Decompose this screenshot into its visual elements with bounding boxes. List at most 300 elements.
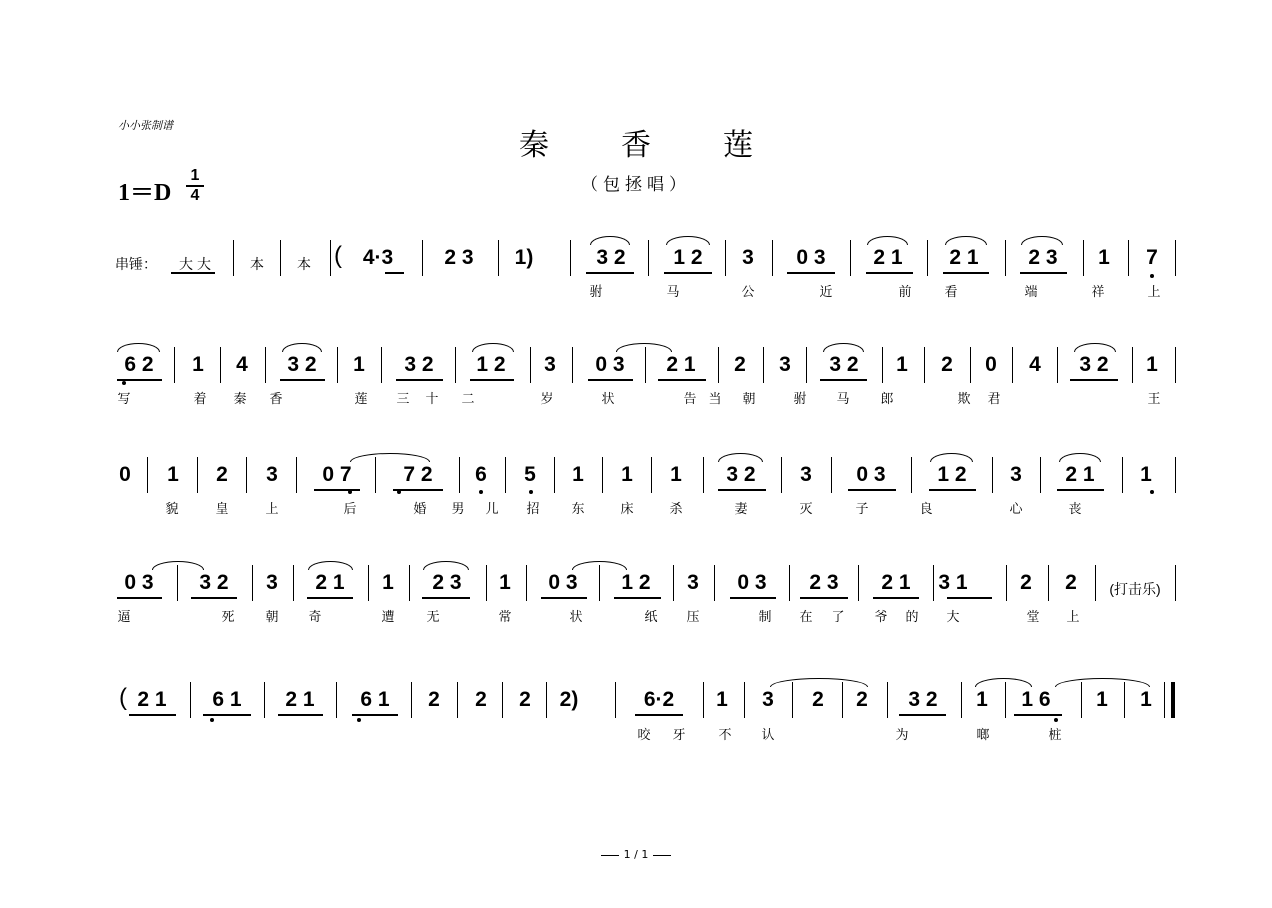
lyric-syllable: 君 — [987, 392, 1001, 407]
bar-line — [1048, 565, 1049, 601]
lyric-syllable: 死 — [221, 610, 235, 625]
bar-line — [455, 347, 456, 383]
bar-line — [599, 565, 600, 601]
beam-underline — [718, 489, 766, 491]
bar-line — [831, 457, 832, 493]
score-note-group: 大 大 — [179, 256, 211, 272]
score-note-group: 2 3 — [444, 246, 474, 269]
bar-line — [381, 347, 382, 383]
score-note-group: 1 6 — [1021, 688, 1051, 711]
bar-line — [546, 682, 547, 718]
score-note-group: 3 2 — [908, 688, 938, 711]
page-rule-left — [601, 855, 619, 856]
octave-dot-below — [479, 490, 483, 494]
score-note-group: 0 — [985, 353, 997, 376]
score-note-group: 3 2 — [596, 246, 626, 269]
score-note-group: 2 1 — [285, 688, 315, 711]
bar-line — [330, 240, 331, 276]
score-note-group: 6 1 — [212, 688, 242, 711]
lyric-syllable: 驸 — [589, 285, 603, 300]
lyric-syllable: 二 — [461, 392, 475, 407]
slur-arc — [117, 343, 160, 352]
octave-dot-below — [1150, 490, 1154, 494]
lyric-syllable: 遭 — [381, 610, 395, 625]
lyric-syllable: 三 — [396, 392, 410, 407]
octave-dot-below — [1054, 718, 1058, 722]
octave-dot-below — [529, 490, 533, 494]
score-note-group: 2 1 — [881, 571, 911, 594]
beam-underline — [314, 489, 360, 491]
beam-underline — [929, 489, 976, 491]
beam-underline — [278, 714, 323, 716]
score-note-group: ( — [334, 242, 342, 269]
score-note-group: 2 1 — [949, 246, 979, 269]
lyric-syllable: 子 — [855, 502, 869, 517]
score-note-group: 1 — [1140, 463, 1152, 486]
score-note-group: 1 — [572, 463, 584, 486]
score-note-group: 6 — [475, 463, 487, 486]
lyric-syllable: 郎 — [880, 392, 894, 407]
score-note-group: 5 — [524, 463, 536, 486]
slur-arc — [1055, 678, 1150, 687]
time-signature-top: 1 — [190, 167, 200, 184]
bar-line — [526, 565, 527, 601]
lyric-syllable: 心 — [1009, 502, 1023, 517]
score-note-group: 3 — [544, 353, 556, 376]
lyric-syllable: 牙 — [672, 728, 686, 743]
score-note-group: 3 — [762, 688, 774, 711]
score-note-group: 0 3 — [595, 353, 625, 376]
bar-line — [554, 457, 555, 493]
score-note-group: 1 — [896, 353, 908, 376]
bar-line — [927, 240, 928, 276]
slur-arc — [423, 561, 469, 570]
lyric-syllable: 床 — [620, 502, 634, 517]
lyric-syllable: 良 — [919, 502, 933, 517]
bar-line — [1175, 347, 1176, 383]
slur-arc — [1074, 343, 1116, 352]
bar-line — [1095, 565, 1096, 601]
bar-line — [1057, 347, 1058, 383]
slur-arc — [616, 343, 672, 352]
score-note-group: 2 3 — [809, 571, 839, 594]
bar-line — [336, 682, 337, 718]
bar-line — [858, 565, 859, 601]
beam-underline — [307, 597, 353, 599]
beam-underline — [820, 379, 867, 381]
score-note-group: 2 — [1065, 571, 1077, 594]
beam-underline — [588, 379, 633, 381]
bar-line — [924, 347, 925, 383]
lyric-syllable: 咬 — [637, 728, 651, 743]
slur-arc — [350, 453, 430, 462]
score-note-group: 1 2 — [476, 353, 506, 376]
beam-underline — [730, 597, 776, 599]
lyric-syllable: 不 — [718, 728, 732, 743]
bar-line — [505, 457, 506, 493]
beam-underline — [280, 379, 325, 381]
lyric-syllable: 欺 — [957, 392, 971, 407]
slur-arc — [590, 236, 630, 245]
page-number-text: 1 / 1 — [623, 848, 649, 861]
slur-arc — [975, 678, 1032, 687]
bar-line — [842, 682, 843, 718]
bar-line — [992, 457, 993, 493]
bar-line — [570, 240, 571, 276]
bar-line — [1175, 240, 1176, 276]
beam-underline — [203, 714, 251, 716]
bar-line — [970, 347, 971, 383]
score-note-group: 1 2 — [621, 571, 651, 594]
lyric-syllable: 上 — [1147, 285, 1161, 300]
lyric-syllable: 驸 — [793, 392, 807, 407]
bar-line — [422, 240, 423, 276]
score-note-group: 2 — [1020, 571, 1032, 594]
bar-line — [174, 347, 175, 383]
slur-arc — [945, 236, 987, 245]
bar-line — [1081, 682, 1082, 718]
beam-underline — [848, 489, 896, 491]
beam-underline — [422, 597, 470, 599]
lyric-syllable: 大 — [946, 610, 960, 625]
score-note-group: 1 — [192, 353, 204, 376]
song-subtitle: （包拯唱） — [581, 175, 691, 195]
lyric-syllable: 堂 — [1026, 610, 1040, 625]
score-note-group: 3 2 — [287, 353, 317, 376]
beam-underline — [614, 597, 661, 599]
bar-line — [718, 347, 719, 383]
score-note-group: 3 2 — [404, 353, 434, 376]
score-note-group: 0 3 — [856, 463, 886, 486]
slur-arc — [718, 453, 763, 462]
score-note-group: 2 — [475, 688, 487, 711]
bar-line — [1175, 457, 1176, 493]
score-note-group: 1 — [1146, 353, 1158, 376]
score-note-group: 3 — [800, 463, 812, 486]
score-note-group: 0 7 — [322, 463, 352, 486]
lyric-syllable: 杀 — [669, 502, 683, 517]
octave-dot-below — [122, 381, 126, 385]
score-note-group: 4 — [236, 353, 248, 376]
lyric-syllable: 常 — [498, 610, 512, 625]
bar-line — [190, 682, 191, 718]
lyric-syllable: 制 — [758, 610, 772, 625]
bar-line — [882, 347, 883, 383]
bar-line — [264, 682, 265, 718]
slur-arc — [770, 678, 868, 687]
beam-underline — [117, 597, 162, 599]
lyric-syllable: 灭 — [799, 502, 813, 517]
beam-underline — [470, 379, 514, 381]
score-note-group: 4 — [1029, 353, 1041, 376]
score-note-group: 1 — [167, 463, 179, 486]
score-note-group: 串锤： — [115, 256, 157, 272]
score-maker-credit: 小小张制谱 — [118, 119, 173, 132]
score-note-group: 2 1 — [137, 688, 167, 711]
score-note-group: 0 — [119, 463, 131, 486]
score-note-group: 0 3 — [737, 571, 767, 594]
bar-line — [714, 565, 715, 601]
lyric-syllable: 状 — [569, 610, 583, 625]
score-note-group: 3 — [266, 463, 278, 486]
beam-underline — [129, 714, 176, 716]
score-note-group: 2 — [519, 688, 531, 711]
score-note-group: 本 — [297, 256, 311, 272]
bar-line — [645, 347, 646, 383]
lyric-syllable: 爷 — [874, 610, 888, 625]
slur-arc — [572, 561, 627, 570]
score-note-group: 2 — [216, 463, 228, 486]
octave-dot-below — [348, 490, 352, 494]
bar-line — [486, 565, 487, 601]
bar-line — [1005, 682, 1006, 718]
score-note-group: (打击乐) — [1109, 581, 1161, 597]
bar-line — [296, 457, 297, 493]
lyric-syllable: 前 — [898, 285, 912, 300]
score-note-group: 2 — [812, 688, 824, 711]
score-note-group: 2 1 — [315, 571, 345, 594]
lyric-syllable: 妻 — [734, 502, 748, 517]
lyric-syllable: 认 — [761, 728, 775, 743]
score-note-group: 7 2 — [403, 463, 433, 486]
beam-underline — [1014, 714, 1062, 716]
bar-line — [725, 240, 726, 276]
score-note-group: 2 — [856, 688, 868, 711]
lyric-syllable: 端 — [1024, 285, 1038, 300]
score-note-group: 6 1 — [360, 688, 390, 711]
bar-line — [252, 565, 253, 601]
lyric-syllable: 着 — [193, 392, 207, 407]
beam-underline — [352, 714, 398, 716]
bar-line — [744, 682, 745, 718]
lyric-syllable: 无 — [426, 610, 440, 625]
score-note-group: 3 2 — [199, 571, 229, 594]
score-note-group: 0 3 — [124, 571, 154, 594]
score-note-group: 2 3 — [1028, 246, 1058, 269]
bar-line — [530, 347, 531, 383]
lyric-syllable: 婚 — [413, 502, 427, 517]
slur-arc — [152, 561, 204, 570]
lyric-syllable: 马 — [666, 285, 680, 300]
lyric-syllable: 王 — [1147, 392, 1161, 407]
lyric-syllable: 在 — [799, 610, 813, 625]
bar-line — [651, 457, 652, 493]
lyric-syllable: 后 — [343, 502, 357, 517]
time-signature — [184, 168, 206, 204]
score-note-group: 1 — [1098, 246, 1110, 269]
lyric-syllable: 马 — [836, 392, 850, 407]
time-signature-bottom: 4 — [190, 187, 200, 204]
beam-underline — [658, 379, 706, 381]
beam-underline — [191, 597, 237, 599]
bar-line — [368, 565, 369, 601]
bar-line — [615, 682, 616, 718]
bar-line — [1012, 347, 1013, 383]
page-number — [0, 848, 1272, 861]
score-note-group: 2 — [941, 353, 953, 376]
slur-arc — [282, 343, 322, 352]
bar-line — [1040, 457, 1041, 493]
score-note-group: 1 — [382, 571, 394, 594]
bar-line — [1124, 682, 1125, 718]
lyric-syllable: 啷 — [976, 728, 990, 743]
score-note-group: 2 1 — [666, 353, 696, 376]
lyric-syllable: 皇 — [215, 502, 229, 517]
bar-line — [806, 347, 807, 383]
bar-line — [933, 565, 934, 601]
lyric-syllable: 十 — [425, 392, 439, 407]
slur-arc — [472, 343, 514, 352]
score-note-group: 3 — [687, 571, 699, 594]
bar-line — [457, 682, 458, 718]
beam-underline — [385, 272, 404, 274]
beam-underline — [586, 272, 634, 274]
score-note-group: 1 2 — [673, 246, 703, 269]
lyric-syllable: 招 — [526, 502, 540, 517]
score-note-group: 4·3 — [362, 246, 394, 269]
lyric-syllable: 莲 — [354, 392, 368, 407]
bar-line — [233, 240, 234, 276]
bar-line — [375, 457, 376, 493]
score-note-group: 6·2 — [643, 688, 675, 711]
lyric-syllable: 儿 — [485, 502, 499, 517]
bar-line — [648, 240, 649, 276]
lyric-syllable: 了 — [831, 610, 845, 625]
beam-underline — [396, 379, 443, 381]
bar-line — [459, 457, 460, 493]
lyric-syllable: 当 — [708, 392, 722, 407]
score-note-group: 1 — [621, 463, 633, 486]
lyric-syllable: 秦 — [233, 392, 247, 407]
score-note-group: 0 3 — [548, 571, 578, 594]
score-note-group: 2 1 — [1065, 463, 1095, 486]
score-note-group: 2 3 — [432, 571, 462, 594]
beam-underline — [873, 597, 919, 599]
beam-underline — [1057, 489, 1104, 491]
beam-underline — [787, 272, 835, 274]
score-note-group: 1 — [1096, 688, 1108, 711]
octave-dot-below — [1150, 274, 1154, 278]
bar-line — [792, 682, 793, 718]
bar-line — [763, 347, 764, 383]
beam-underline — [635, 714, 683, 716]
slur-arc — [308, 561, 353, 570]
score-note-group: 2 — [734, 353, 746, 376]
bar-line — [772, 240, 773, 276]
song-title: 秦香莲 — [519, 128, 825, 163]
beam-underline — [943, 272, 989, 274]
bar-line — [1005, 240, 1006, 276]
bar-line — [961, 682, 962, 718]
slur-arc — [1021, 236, 1063, 245]
lyric-syllable: 写 — [117, 392, 131, 407]
score-note-group: 2 1 — [873, 246, 903, 269]
bar-line — [850, 240, 851, 276]
score-note-group: 3 — [779, 353, 791, 376]
score-note-group: 7 — [1146, 246, 1158, 269]
beam-underline — [800, 597, 848, 599]
bar-line — [1083, 240, 1084, 276]
score-note-group: 3 2 — [829, 353, 859, 376]
lyric-syllable: 香 — [269, 392, 283, 407]
bar-line — [789, 565, 790, 601]
lyric-syllable: 东 — [571, 502, 585, 517]
score-note-group: 1 2 — [937, 463, 967, 486]
octave-dot-below — [357, 718, 361, 722]
beam-underline — [899, 714, 946, 716]
lyric-syllable: 丧 — [1068, 502, 1082, 517]
lyric-syllable: 岁 — [540, 392, 554, 407]
bar-line — [337, 347, 338, 383]
score-note-group: 0 3 — [796, 246, 826, 269]
bar-line — [246, 457, 247, 493]
slur-arc — [930, 453, 973, 462]
lyric-syllable: 近 — [819, 285, 833, 300]
lyric-syllable: 逼 — [117, 610, 131, 625]
lyric-syllable: 奇 — [308, 610, 322, 625]
beam-underline — [664, 272, 712, 274]
octave-dot-below — [397, 490, 401, 494]
score-note-group: 1 — [499, 571, 511, 594]
beam-underline — [947, 597, 992, 599]
bar-line — [781, 457, 782, 493]
bar-line — [911, 457, 912, 493]
score-note-group: 1) — [514, 246, 534, 269]
bar-line — [1122, 457, 1123, 493]
bar-line — [265, 347, 266, 383]
bar-line — [1006, 565, 1007, 601]
score-note-group: 3 — [266, 571, 278, 594]
lyric-syllable: 男 — [451, 502, 465, 517]
score-note-group: 3 — [742, 246, 754, 269]
bar-line — [887, 682, 888, 718]
key-signature: 1＝D — [118, 180, 172, 206]
bar-line — [1128, 240, 1129, 276]
lyric-syllable: 纸 — [644, 610, 658, 625]
bar-line — [602, 457, 603, 493]
lyric-syllable: 桩 — [1048, 728, 1062, 743]
score-note-group: 3 — [1010, 463, 1022, 486]
beam-underline — [866, 272, 913, 274]
bar-line — [177, 565, 178, 601]
bar-line — [147, 457, 148, 493]
bar-line — [280, 240, 281, 276]
beam-underline — [171, 272, 215, 274]
bar-line — [703, 457, 704, 493]
lyric-syllable: 为 — [895, 728, 909, 743]
slur-arc — [1059, 453, 1101, 462]
slur-arc — [823, 343, 864, 352]
lyric-syllable: 状 — [601, 392, 615, 407]
score-note-group: 本 — [250, 256, 264, 272]
bar-line — [502, 682, 503, 718]
bar-line — [197, 457, 198, 493]
score-note-group: 6 2 — [124, 353, 154, 376]
score-note-group: 1 — [353, 353, 365, 376]
score-note-group: 1 — [716, 688, 728, 711]
page-rule-right — [653, 855, 671, 856]
lyric-syllable: 上 — [1066, 610, 1080, 625]
lyric-syllable: 看 — [944, 285, 958, 300]
bar-line — [703, 682, 704, 718]
score-note-group: 1 — [670, 463, 682, 486]
score-note-group: ( — [119, 684, 127, 711]
lyric-syllable: 朝 — [265, 610, 279, 625]
score-note-group: 3 2 — [726, 463, 756, 486]
bar-line — [498, 240, 499, 276]
bar-line — [220, 347, 221, 383]
bar-line — [1175, 565, 1176, 601]
